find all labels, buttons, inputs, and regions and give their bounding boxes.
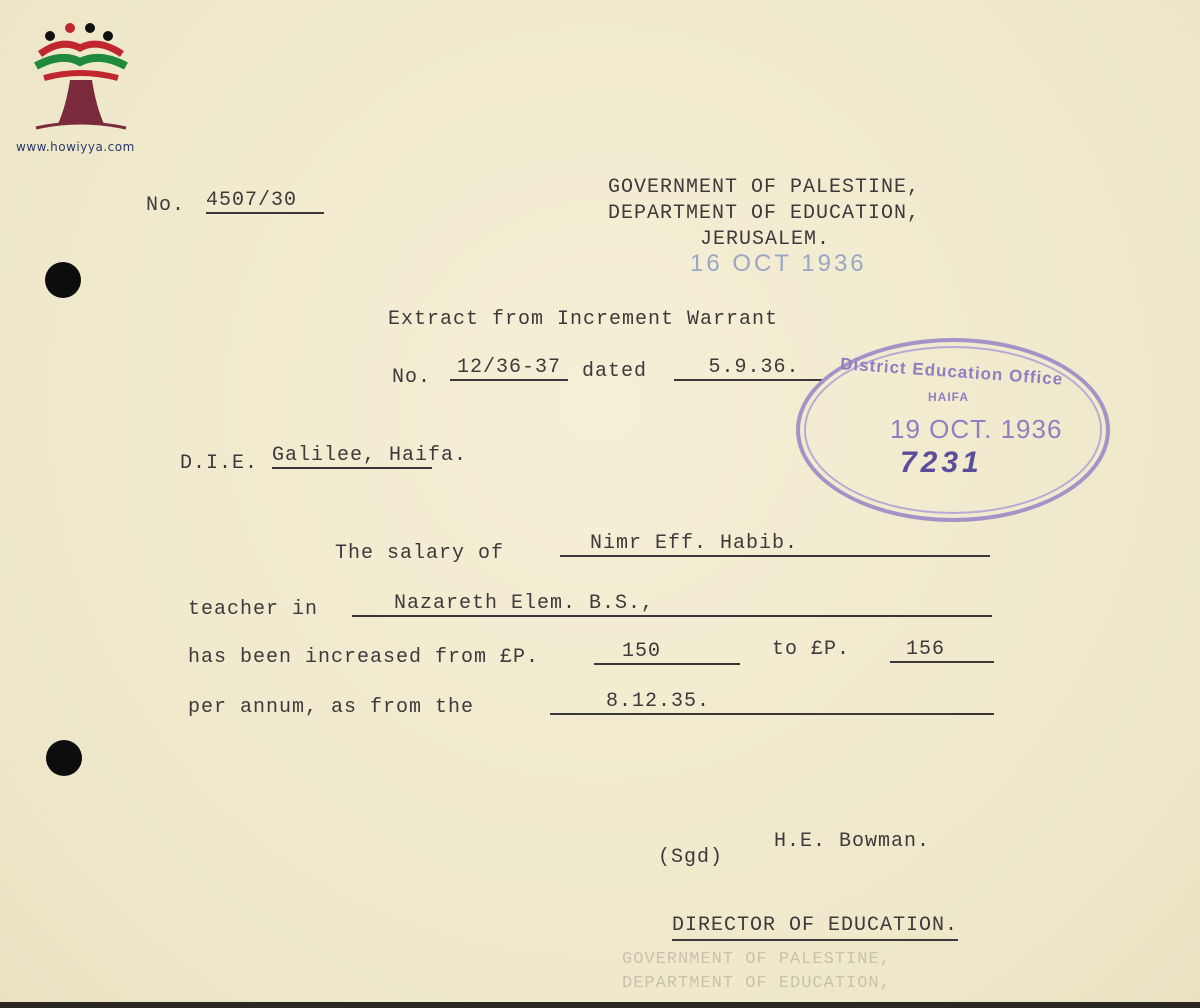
warrant-dated-label: dated — [582, 360, 648, 383]
hole-punch-top — [45, 262, 81, 298]
extract-title: Extract from Increment Warrant — [388, 308, 779, 331]
page-bottom-edge — [0, 1002, 1200, 1008]
howiyya-logo — [22, 18, 142, 138]
signed-label: (Sgd) — [658, 846, 724, 869]
bleed-through-line-1: GOVERNMENT OF PALESTINE, — [622, 950, 891, 969]
org-line-2: DEPARTMENT OF EDUCATION, — [608, 202, 921, 225]
district-education-office-stamp — [796, 338, 1110, 522]
signatory-name: H.E. Bowman. — [774, 830, 931, 853]
school-name: Nazareth Elem. B.S., — [352, 592, 992, 617]
stamp-title: District Education Office — [839, 354, 1064, 389]
reference-label: No. — [146, 194, 186, 217]
received-date-stamp: 16 OCT 1936 — [690, 250, 867, 277]
salary-label: The salary of — [335, 542, 505, 565]
stamp-city: HAIFA — [928, 390, 969, 404]
teacher-label: teacher in — [188, 598, 319, 621]
hole-punch-bottom — [46, 740, 82, 776]
teacher-name: Nimr Eff. Habib. — [560, 532, 990, 557]
reference-number: 4507/30 — [206, 189, 324, 214]
warrant-date: 5.9.36. — [674, 356, 834, 381]
stamp-number: 7231 — [900, 446, 983, 479]
to-label: to £P. — [772, 638, 851, 661]
bleed-through-line-2: DEPARTMENT OF EDUCATION, — [622, 974, 891, 993]
addressee-value: Galilee, Haifa. — [272, 444, 468, 467]
tree-logo-icon — [22, 18, 142, 138]
addressee-label: D.I.E. — [180, 452, 259, 475]
increase-label: has been increased from £P. — [188, 646, 540, 669]
stamp-date: 19 OCT. 1936 — [890, 414, 1063, 444]
warrant-no-label: No. — [392, 366, 432, 389]
warrant-number: 12/36-37 — [450, 356, 568, 381]
effective-date: 8.12.35. — [550, 690, 994, 715]
to-amount: 156 — [890, 638, 994, 663]
from-amount: 150 — [594, 640, 740, 665]
org-line-3: JERUSALEM. — [700, 228, 831, 251]
logo-website-text: www.howiyya.com — [16, 140, 135, 154]
org-line-1: GOVERNMENT OF PALESTINE, — [608, 176, 921, 199]
signatory-title: DIRECTOR OF EDUCATION. — [672, 914, 958, 941]
per-annum-label: per annum, as from the — [188, 696, 475, 719]
